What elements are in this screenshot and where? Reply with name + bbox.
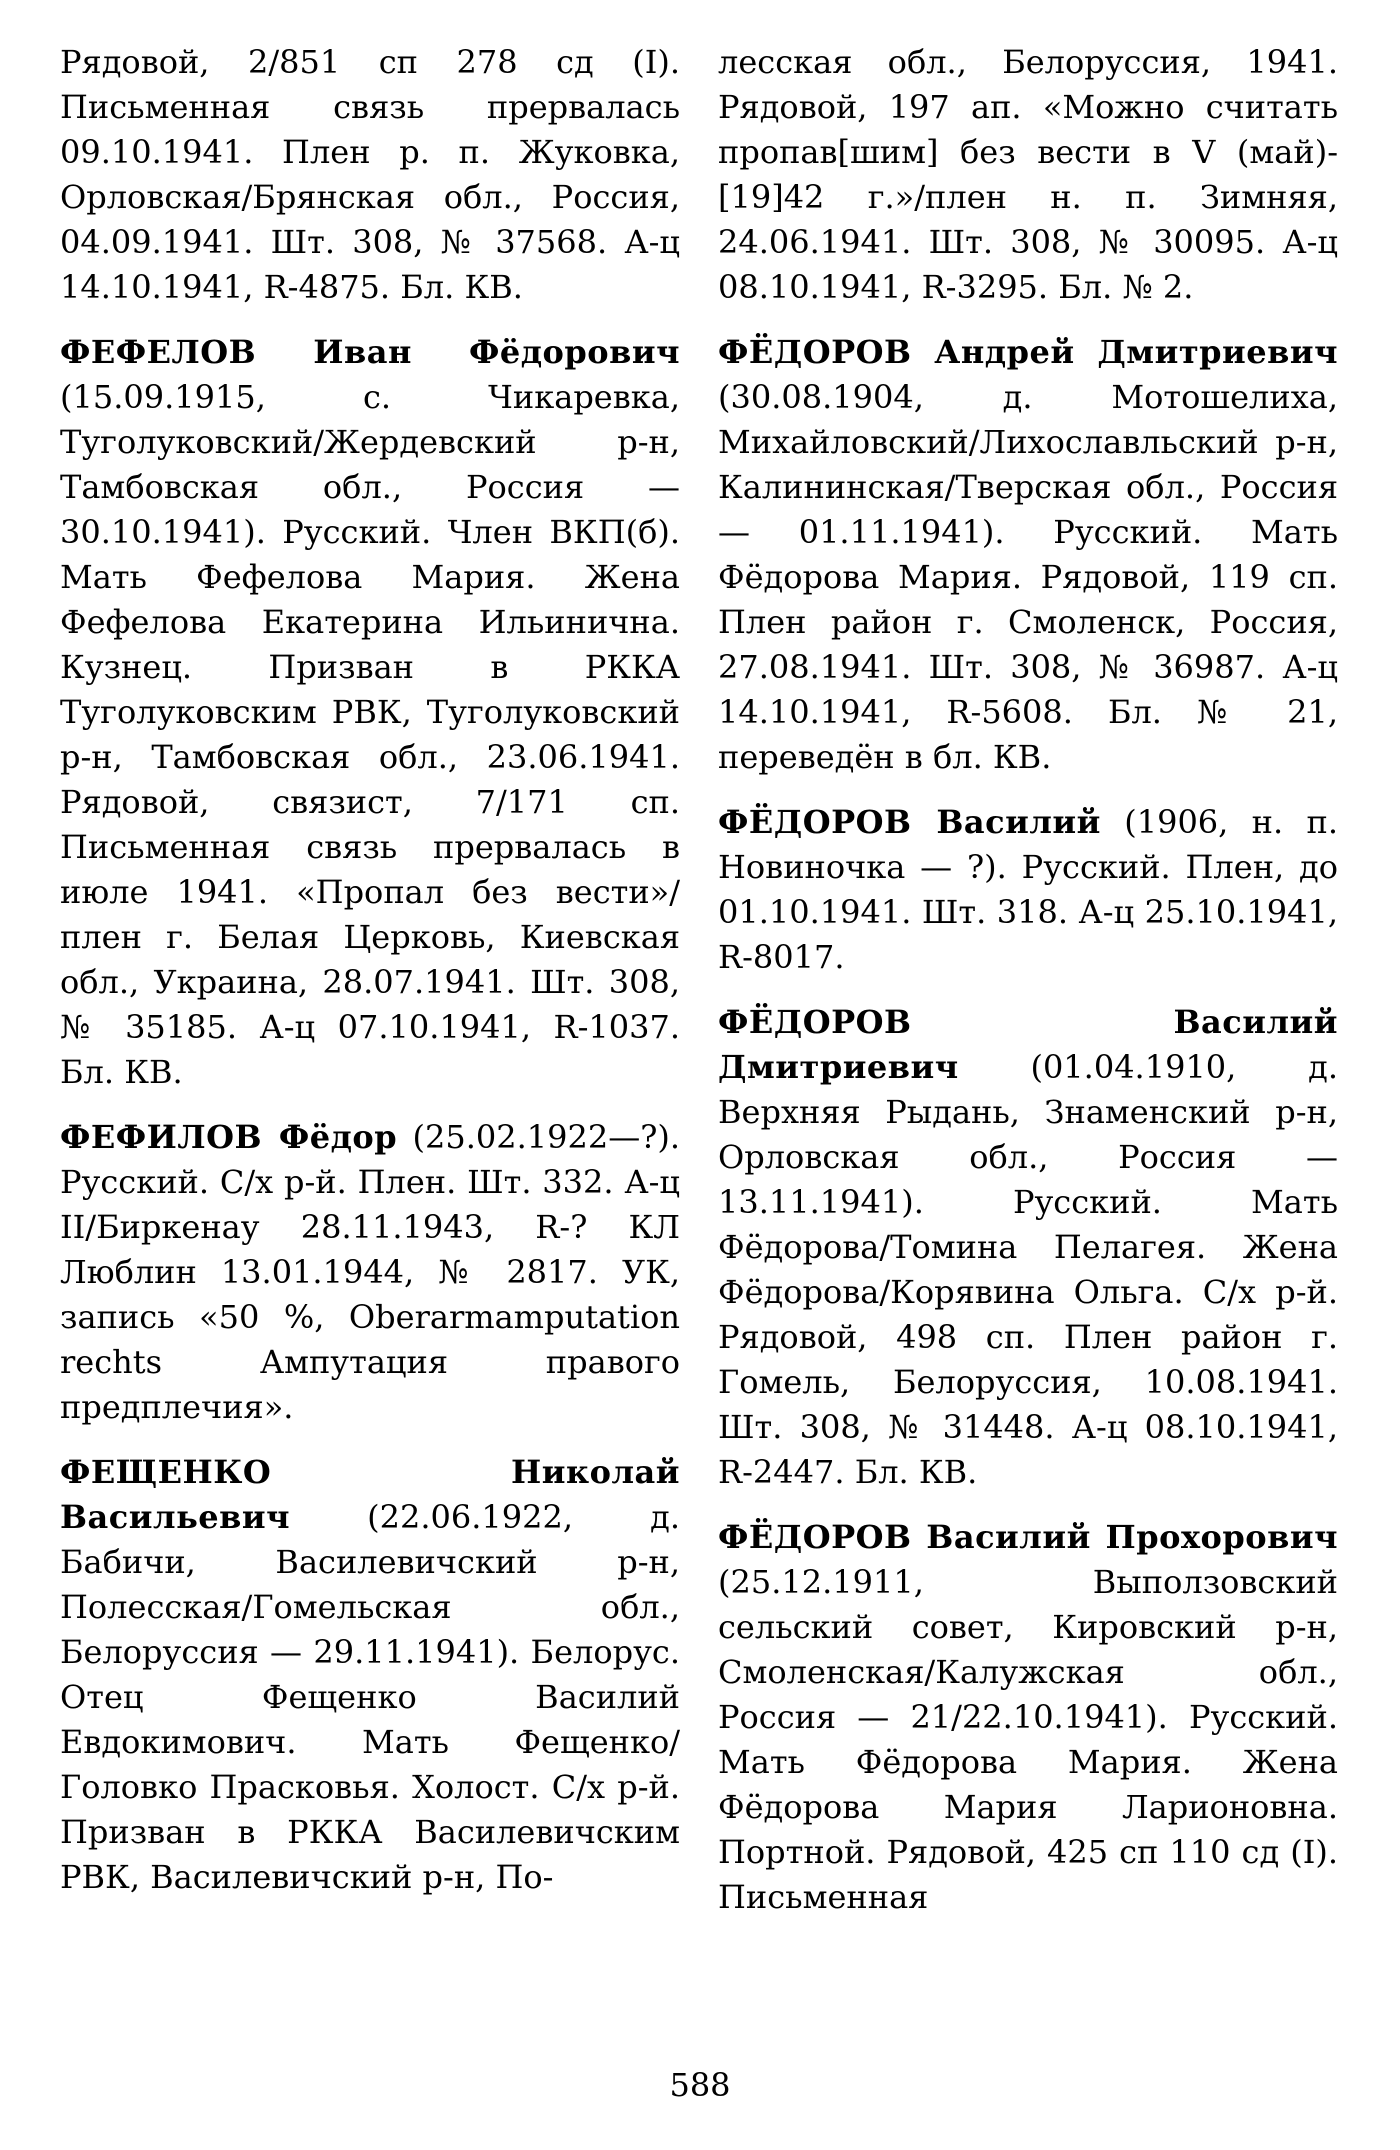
entry-text: (25.02.1922—?). Русский. С/х р-й. Плен. Шт. 332. А-ц II/Биркенау 28.11.1943, R-? КЛ Люблин 13.01.1944, № 2817. УК, запись «50 %, Oberarmamputation rechts Ампутация правого предплечия». [60,1118,680,1426]
entry-text: лесская обл., Белоруссия, 1941. Рядовой, 197 ап. «Можно считать пропав[шим] без вести в V (май)-[19]42 г.»/плен н. п. Зимняя, 24.06.1941. Шт. 308, № 30095. А-ц 08.10.1941, R-3295. Бл. № 2. [718,43,1338,306]
entry-fedorov-andrey [718,330,1338,780]
entry-name: ФЁДОРОВ Василий [718,803,1101,841]
left-column [60,40,680,1920]
entry-name: ФЁДОРОВ Василий Прохорович [718,1518,1338,1556]
right-column [718,40,1338,1940]
entry-name: ФЕЩЕНКО Николай Васильевич [60,1453,680,1536]
entry-feshchenko [60,1450,680,1900]
entry-fedorov-vasily [718,800,1338,980]
entry-fedorov-vasily-dmitrievich [718,1000,1338,1495]
entry-text: (01.04.1910, д. Верхняя Рыдань, Знаменский р-н, Орловская обл., Россия — 13.11.1941). Русский. Мать Фёдорова/Томина Пелагея. Жена Фёдорова/Корявина Ольга. С/х р-й. Рядовой, 498 сп. Плен район г. Гомель, Белоруссия, 10.08.1941. Шт. 308, № 31448. А-ц 08.10.1941, R-2447. Бл. КВ. [718,1048,1338,1491]
entry-fefilov [60,1115,680,1430]
entry-text: (15.09.1915, с. Чикаревка, Туголуковский/Жердевский р-н, Тамбовская обл., Россия — 30.10.1941). Русский. Член ВКП(б). Мать Фефелова Мария. Жена Фефелова Екатерина Ильинична. Кузнец. Призван в РККА Туголуковским РВК, Туголуковский р-н, Тамбовская обл., 23.06.1941. Рядовой, связист, 7/171 сп. Письменная связь прервалась в июле 1941. «Пропал без вести»/плен г. Белая Церковь, Киевская обл., Украина, 28.07.1941. Шт. 308, № 35185. А-ц 07.10.1941, R-1037. Бл. КВ. [60,378,680,1091]
entry-continuation [718,40,1338,310]
entry-name: ФЁДОРОВ Василий Дмитриевич [718,1003,1338,1086]
page-number: 588 [669,2066,731,2104]
entry-text: (1906, н. п. Новиночка — ?). Русский. Плен, до 01.10.1941. Шт. 318. А-ц 25.10.1941, R-8017. [718,803,1339,976]
entry-continuation [60,40,680,310]
entry-fedorov-vasily-prokhorovich [718,1515,1338,1920]
entry-name: ФЕФИЛОВ Фёдор [60,1118,398,1156]
entry-fefelov [60,330,680,1095]
entry-text: (25.12.1911, Выползовский сельский совет, Кировский р-н, Смоленская/Калужская обл., Россия — 21/22.10.1941). Русский. Мать Фёдорова Мария. Жена Фёдорова Мария Ларионовна. Портной. Рядовой, 425 сп 110 сд (I). Письменная [718,1563,1338,1916]
entry-text: (30.08.1904, д. Мотошелиха, Михайловский/Лихославльский р-н, Калининская/Тверская обл., Россия — 01.11.1941). Русский. Мать Фёдорова Мария. Рядовой, 119 сп. Плен район г. Смоленск, Россия, 27.08.1941. Шт. 308, № 36987. А-ц 14.10.1941, R-5608. Бл. № 21, переведён в бл. КВ. [718,378,1338,776]
entry-text: Рядовой, 2/851 сп 278 сд (I). Письменная связь прервалась 09.10.1941. Плен р. п. Жуковка, Орловская/Брянская обл., Россия, 04.09.1941. Шт. 308, № 37568. А-ц 14.10.1941, R-4875. Бл. КВ. [60,43,680,306]
entry-name: ФЁДОРОВ Андрей Дмитриевич [718,333,1338,371]
entry-text: (22.06.1922, д. Бабичи, Василевичский р-н, Полесская/Гомельская обл., Белоруссия — 29.11.1941). Белорус. Отец Фещенко Василий Евдокимович. Мать Фещенко/Головко Прасковья. Холост. С/х р-й. Призван в РККА Василевичским РВК, Василевичский р-н, По- [60,1498,680,1896]
entry-name: ФЕФЕЛОВ Иван Фёдорович [60,333,680,371]
